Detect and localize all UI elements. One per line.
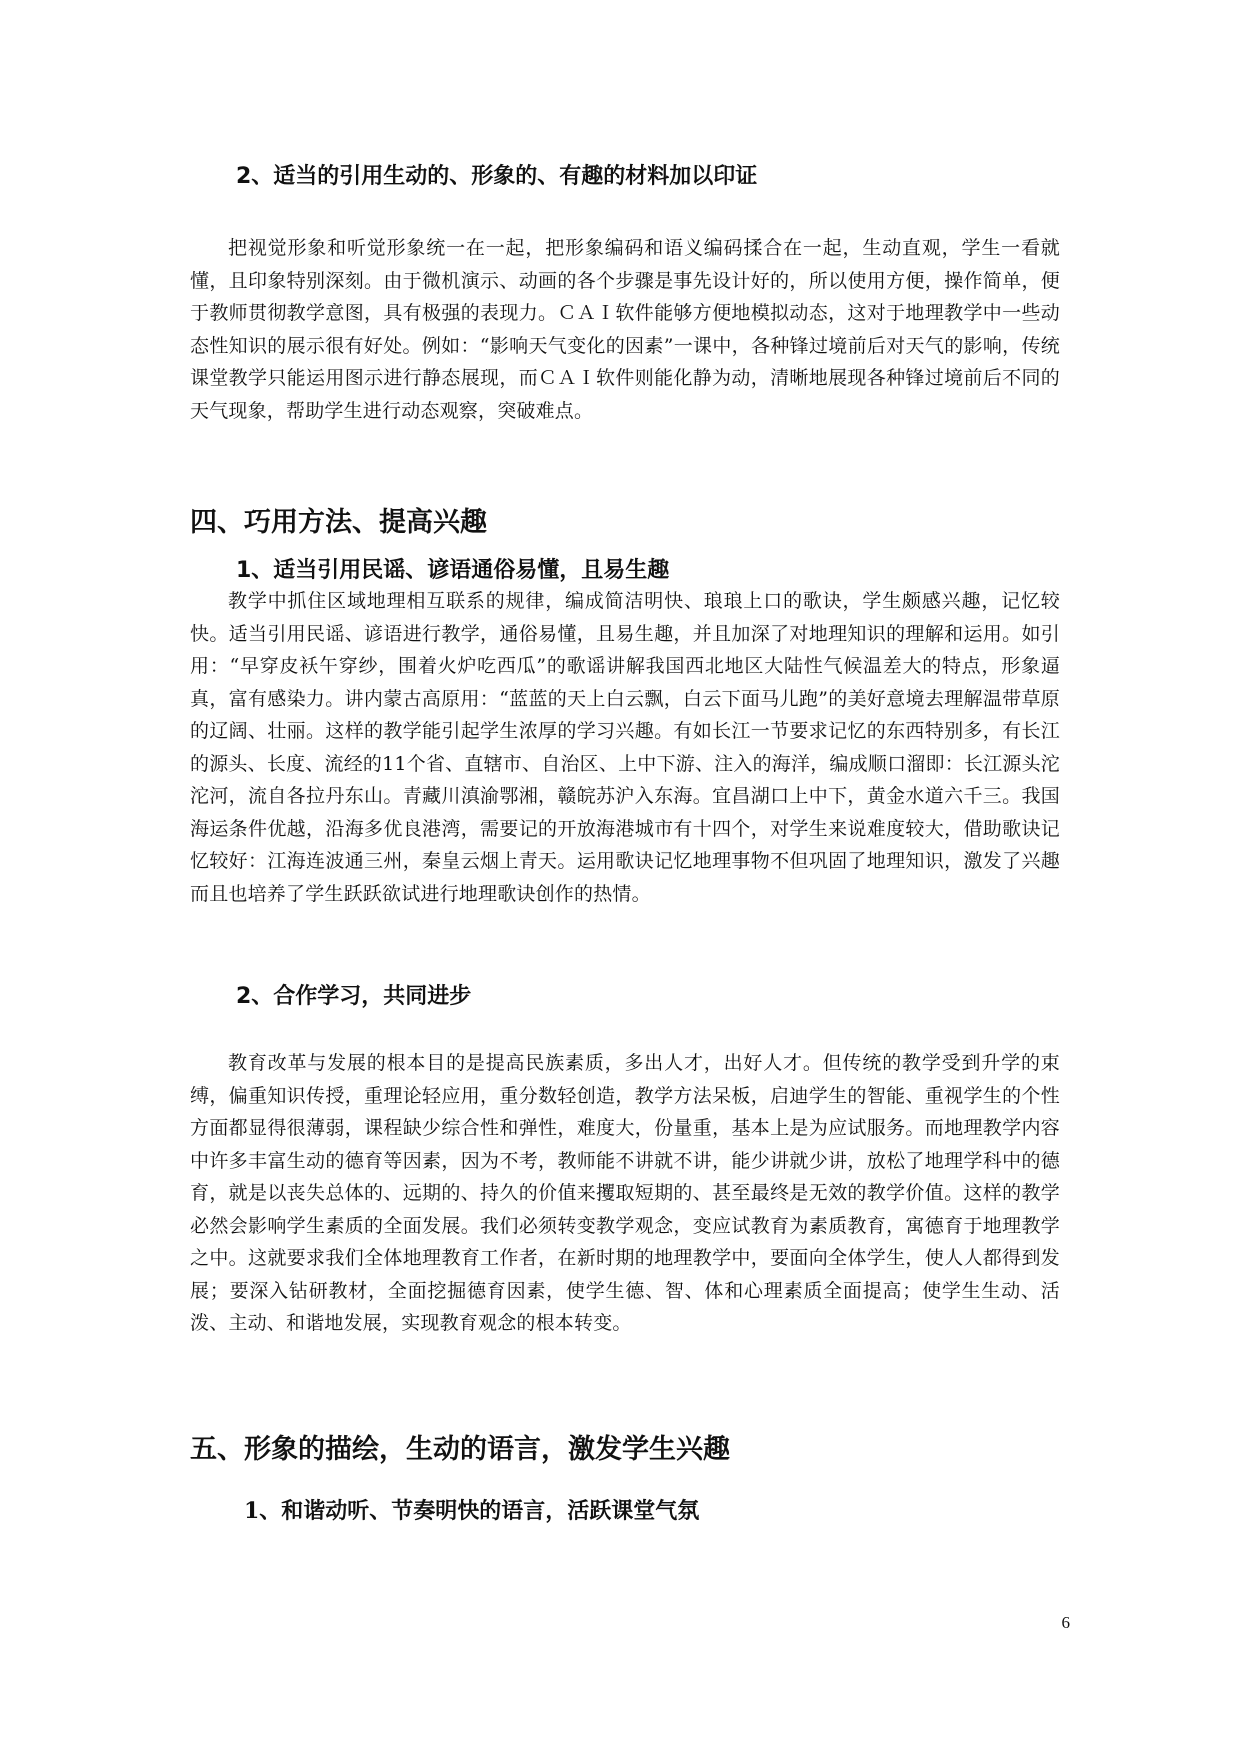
paragraph-3-2: 把视觉形象和听觉形象统一在一起，把形象编码和语义编码揉合在一起，生动直观，学生一看就懂，且印象特别深刻。由于微机演示、动画的各个步骤是事先设计好的，所以使用方便，操作简单，便于教师贯彻教学意图，具有极强的表现力。ＣＡＩ软件能够方便地模拟动态，这对于地理教学中一些动态性知识的展示很有好处。例如：“影响天气变化的因素”一课中，各种锋过境前后对天气的影响，传统课堂教学只能运用图示进行静态展现，而ＣＡＩ软件则能化静为动，清晰地展现各种锋过境前后不同的天气现象，帮助学生进行动态观察，突破难点。 [190,237,1060,422]
subsection-heading-4-1: 1、适当引用民谣、谚语通俗易懂，且易生趣 [236,558,670,583]
subsection-heading-3-2: 2、适当的引用生动的、形象的、有趣的材料加以印证 [236,164,758,189]
subsection-heading-5-1: 1、和谐动听、节奏明快的语言，活跃课堂气氛 [244,1498,700,1524]
subsection-heading-4-2: 2、合作学习，共同进步 [236,984,472,1009]
page-number: 6 [1061,1613,1070,1632]
paragraph-4-1: 教学中抓住区域地理相互联系的规律，编成简洁明快、琅琅上口的歌诀，学生颇感兴趣，记忆较快。适当引用民谣、谚语进行教学，通俗易懂，且易生趣，并且加深了对地理知识的理解和运用。如引用：“早穿皮袄午穿纱，围着火炉吃西瓜”的歌谣讲解我国西北地区大陆性气候温差大的特点，形象逼真，富有感染力。讲内蒙古高原用：“蓝蓝的天上白云飘，白云下面马儿跑”的美好意境去理解温带草原的辽阔、壮丽。这样的教学能引起学生浓厚的学习兴趣。有如长江一节要求记忆的东西特别多，有长江的源头、长度、流经的11个省、直辖市、自治区、上中下游、注入的海洋，编成顺口溜即：长江源头沱沱河，流自各拉丹东山。青藏川滇渝鄂湘，赣皖苏沪入东海。宜昌湖口上中下，黄金水道六千三。我国海运条件优越，沿海多优良港湾，需要记的开放海港城市有十四个，对学生来说难度较大，借助歌诀记忆较好：江海连波通三州，秦皇云烟上青天。运用歌诀记忆地理事物不但巩固了地理知识，激发了兴趣而且也培养了学生跃跃欲试进行地理歌诀创作的热情。 [190,590,1060,905]
paragraph-4-2: 教育改革与发展的根本目的是提高民族素质，多出人才，出好人才。但传统的教学受到升学的束缚，偏重知识传授，重理论轻应用，重分数轻创造，教学方法呆板，启迪学生的智能、重视学生的个性方面都显得很薄弱，课程缺少综合性和弹性，难度大，份量重，基本上是为应试服务。而地理教学内容中许多丰富生动的德育等因素，因为不考，教师能不讲就不讲，能少讲就少讲，放松了地理学科中的德育，就是以丧失总体的、远期的、持久的价值来攫取短期的、甚至最终是无效的教学价值。这样的教学必然会影响学生素质的全面发展。我们必须转变教学观念，变应试教育为素质教育，寓德育于地理教学之中。这就要求我们全体地理教育工作者，在新时期的地理教学中，要面向全体学生，使人人都得到发展；要深入钻研教材，全面挖掘德育因素，使学生德、智、体和心理素质全面提高；使学生生动、活泼、主动、和谐地发展，实现教育观念的根本转变。 [190,1052,1060,1334]
section-heading-4: 四、巧用方法、提高兴趣 [190,507,487,538]
section-heading-5: 五、形象的描绘，生动的语言，激发学生兴趣 [190,1434,730,1465]
